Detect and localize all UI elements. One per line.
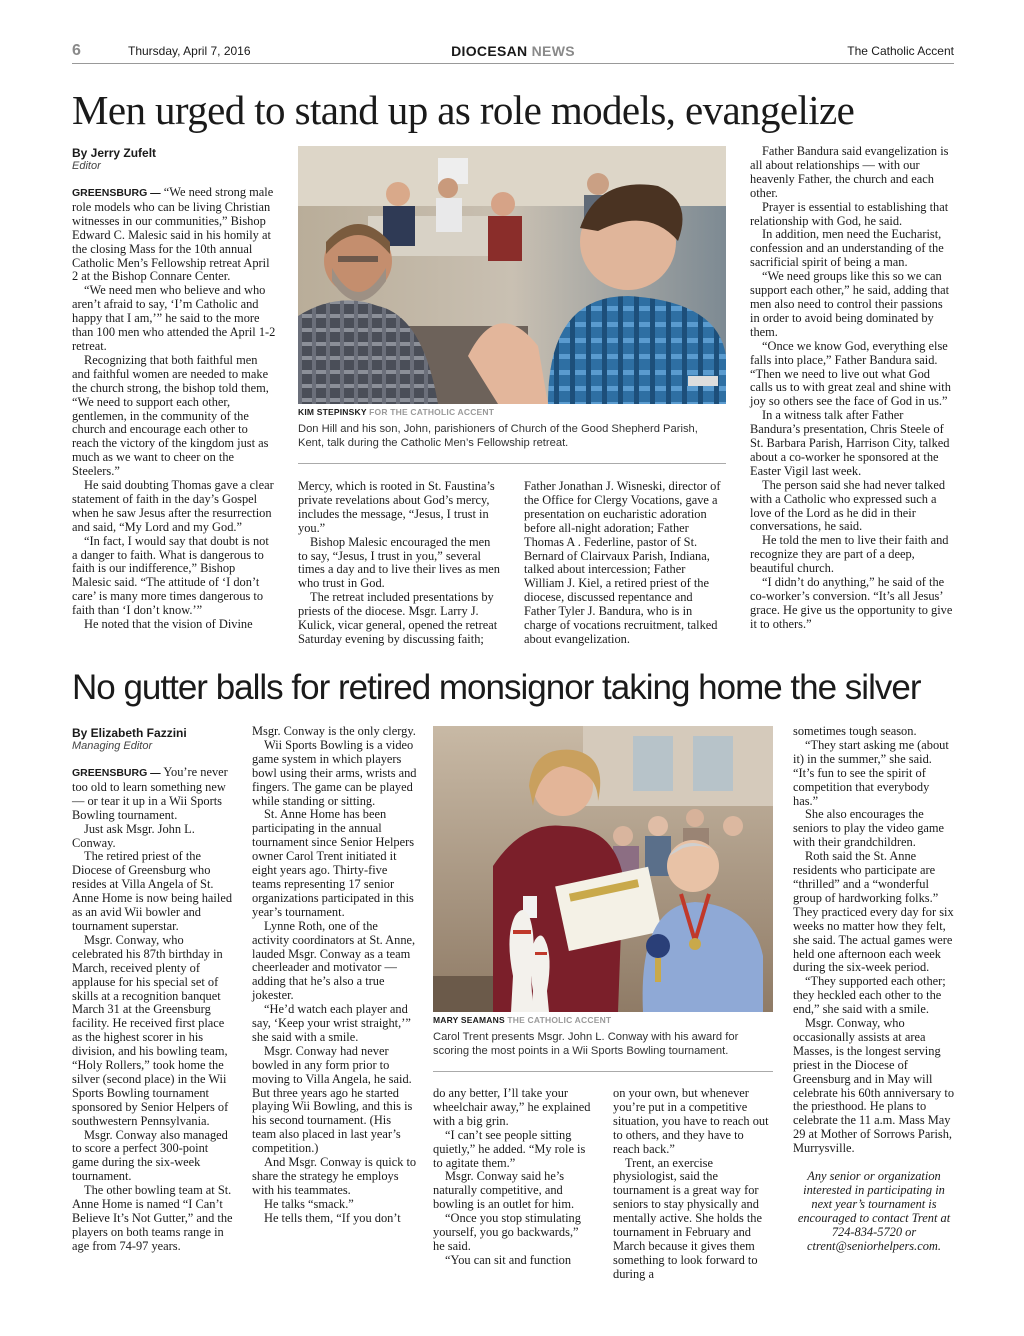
paragraph: Msgr. Conway, who celebrated his 87th birthday in March, received plenty of applause for his special set of skills at a recognition banquet March 31 at the Greensburg facility. He received first place as the highest scorer in his division, and his bowling team, “Holy Rollers,” took home the silver (second place) in the Wii Sports Bowling tournament sponsored by Senior Helpers of southwestern Pennsylvania. (72, 932, 229, 1128)
paragraph: GREENSBURG — “We need strong male role models who can be living Christian witnesses in our communities,” Bishop Edward C. Malesic said in his homily at the closing Mass for the 10th annual Catholic Men’s Fellowship retreat April 2 at the Bishop Connare Center. (72, 185, 274, 284)
paragraph: “I can’t see people sitting quietly,” he added. “My role is to agitate them.” (433, 1127, 586, 1170)
paragraph: Msgr. Conway is the only clergy. (252, 724, 416, 738)
paragraph: “He’d watch each player and say, ‘Keep your wrist straight,’” she said with a smile. (252, 1002, 411, 1044)
paragraph: The person said she had never talked with a Catholic who expressed such a love of the Lord as he did in their conversations, he said. (750, 477, 946, 534)
paragraph: And Msgr. Conway is quick to share the strategy he employs with his teammates. (252, 1155, 417, 1197)
caption-divider (433, 1071, 773, 1072)
article1-dateline: GREENSBURG — (72, 187, 161, 199)
paragraph: do any better, I’ll take your wheelchair away,” he explained with a big grin. (433, 1086, 591, 1128)
paragraph: “We need groups like this so we can support each other,” he said, adding that men also need to control their passions in order to avoid being dominated by them. (750, 269, 950, 339)
article1-photo (298, 146, 726, 404)
caption-divider (298, 463, 726, 464)
masthead (72, 42, 954, 64)
paragraph: He told the men to live their faith and recognize they are part of a deep, beautiful church. (750, 533, 949, 576)
paragraph: “You can sit and function (445, 1252, 572, 1267)
paragraph: The other bowling team at St. Anne Home is named “I Can’t Believe It’s Not Gutter,” and the players on both teams range in age from 74-97 years. (72, 1183, 233, 1253)
paragraph: Msgr. Conway, who occasionally assists at area Masses, is the longest serving priest in the Diocese of Greensburg and in May will celebrate his 60th anniversary to the priesthood. He plans to celebrate the 11 a.m. Mass May 29 at Mother of Sorrows Parish, Murrysville. (793, 1016, 955, 1156)
paragraph: Recognizing that both faithful men and faithful women are needed to make the church strong, the bishop told them, “We need to support each other, gentlemen, in the community of the church and encourage each other to reach the victory of the kingdom just as much as we want to cheer on the Steelers.” (72, 352, 269, 479)
paragraph: St. Anne Home has been participating in the annual tournament since Senior Helpers owner Carol Trent initiated it eight years ago. Thirty-five teams representing 17 senior organizations participated in this year’s tournament. (252, 807, 415, 919)
paragraph: “In fact, I would say that doubt is not a danger to faith. What is dangerous to faith is our indifference,” Bishop Malesic said. “The attitude of ‘I don’t care’ is many more times dangerous to faith than ‘I don’t know.’” (72, 533, 269, 618)
paragraph: The retired priest of the Diocese of Greensburg who resides at Villa Angela of St. Anne Home is now being hailed as an avid Wii bowler and tournament superstar. (72, 849, 233, 933)
paragraph: He talks “smack.” (264, 1196, 354, 1211)
paragraph: Father Bandura said evangelization is all about relationships — with our heavenly Father, the church and each other. (750, 144, 949, 200)
paragraph: Mercy, which is rooted in St. Faustina’s private revelations about God’s mercy, includes the message, “Jesus, I trust in you.” (298, 479, 495, 535)
article2-headline: No gutter balls for retired monsignor taking home the silver (72, 668, 921, 707)
paragraph: In addition, men need the Eucharist, confession and an understanding of the sacrificial spirit of being a man. (750, 227, 944, 270)
article2-column-2 (252, 725, 417, 1226)
page-number: 6 (72, 42, 81, 59)
section-title-part2: NEWS (531, 43, 575, 59)
article1-photo-credit-org: FOR THE CATHOLIC ACCENT (369, 407, 495, 417)
article2-photo (433, 726, 773, 1012)
article1-byline (72, 146, 156, 173)
article2-column-4 (613, 1087, 773, 1282)
paragraph: sometimes tough season. (793, 724, 917, 738)
article2-photo-credit (433, 1015, 611, 1025)
paragraph: Msgr. Conway also managed to score a perfect 300-point game during the six-week tournament. (72, 1127, 228, 1184)
contact-note: Any senior or organization interested in participating in next year’s tournament is encouraged to contact Trent at 724-834-5720 or ctrent@seniorhelpers.com. (797, 1169, 951, 1253)
paragraph: The retreat included presentations by priests of the diocese. Msgr. Larry J. Kulick, vicar general, opened the retreat Saturday evening by discussing faith; (298, 590, 498, 646)
paragraph: “They supported each other; they heckled each other to the end,” she said with a smile. (793, 974, 946, 1017)
article1-headline: Men urged to stand up as role models, evangelize (72, 87, 855, 133)
paragraph: Wii Sports Bowling is a video game system in which players bowl using their arms, wrists and fingers. The game can be played while standing or sitting. (252, 737, 417, 808)
paragraph: “Once we know God, everything else falls into place,” Father Bandura said. “Then we need to live out what God calls us to with great zeal and shine with joy so others see the face of God in us.” (750, 338, 951, 409)
paragraph: In a witness talk after Father Bandura’s presentation, Chris Steele of St. Barbara Parish, Harrison City, talked about a co-worker he sponsored at the Easter Vigil last week. (750, 408, 950, 478)
paragraph: Msgr. Conway said he’s naturally competitive, and bowling is an outlet for him. (433, 1169, 575, 1212)
article1-column-2 (298, 480, 503, 647)
paragraph: Prayer is essential to establishing that relationship with God, he said. (750, 199, 949, 228)
article2-column-5 (793, 725, 955, 1254)
paragraph: Trent, an exercise physiologist, said the tournament is a great way for seniors to stay physically and mentally active. She holds the tournament in February and March because it gives them something to look forward to during a (613, 1155, 762, 1281)
paragraph: “I didn’t do anything,” he said of the co-worker’s conversion. “It’s all Jesus’ grace. He give us the opportunity to give it to others.” (750, 575, 953, 631)
article1-column-4 (750, 145, 955, 632)
article1-column-1 (72, 186, 277, 632)
article1-photo-credit-name: KIM STEPINSKY (298, 407, 367, 417)
paragraph: on your own, but whenever you’re put in a competitive situation, you have to reach out to others, and they have to reach back.” (613, 1086, 769, 1156)
paragraph: Just ask Msgr. John L. Conway. (72, 821, 195, 850)
paragraph: Bishop Malesic encouraged the men to say, “Jesus, I trust in you,” several times a day and to live their lives as men who trust in God. (298, 534, 500, 591)
issue-date: Thursday, April 7, 2016 (128, 44, 251, 58)
article2-photo-credit-name: MARY SEAMANS (433, 1015, 505, 1025)
article1-byline-name: By Jerry Zufelt (72, 146, 157, 160)
article2-photo-caption: Carol Trent presents Msgr. John L. Conway with his award for scoring the most points in a Wii Sports Bowling tournament. (433, 1031, 739, 1057)
paragraph: GREENSBURG — You’re never too old to learn something new — or tear it up in a Wii Sports Bowling tournament. (72, 765, 228, 822)
article1-photo-caption: Don Hill and his son, John, parishioners of Church of the Good Shepherd Parish, Kent, talk during the Catholic Men’s Fellowship retreat. (298, 423, 698, 449)
article2-column-1 (72, 766, 237, 1254)
section-title-part1: DIOCESAN (451, 43, 528, 59)
article1-column-3 (524, 480, 726, 647)
paragraph: She also encourages the seniors to play the video game with their grandchildren. (793, 807, 945, 850)
article2-dateline: GREENSBURG — (72, 767, 161, 779)
paragraph: Msgr. Conway had never bowled in any form prior to moving to Villa Angela, he said. But three years ago he started playing Wii Bowling, and this is his second tournament. (His team also placed in last year’s competition.) (252, 1043, 413, 1156)
article2-byline-name: By Elizabeth Fazzini (72, 726, 187, 740)
paragraph: Roth said the St. Anne residents who participate are “thrilled” and a “wonderful group of hardworking folks.” They practiced every day for six weeks no matter how they felt, she said. The actual games were held one afternoon each week during the six-week period. (793, 849, 954, 975)
paragraph: Lynne Roth, one of the activity coordinators at St. Anne, lauded Msgr. Conway as a team cheerleader and motivator — adding that he’s also a true jokester. (252, 918, 416, 1003)
article2-photo-credit-org: THE CATHOLIC ACCENT (507, 1015, 612, 1025)
article2-byline-role: Managing Editor (72, 740, 153, 752)
paper-name: The Catholic Accent (847, 44, 954, 58)
paragraph: Father Jonathan J. Wisneski, director of the Office for Clergy Vocations, gave a presentation on eucharistic adoration before all-night adoration; Father Thomas A . Federline, pastor of St. Bernard of Clairvaux Parish, Indiana, talked about intercession; Father William J. Kiel, a retired priest of the diocese, discussed repentance and Father Tyler J. Bandura, who is in charge of vocations recruitment, talked about evangelization. (524, 479, 721, 646)
article2-column-3 (433, 1087, 593, 1268)
paragraph: “We need men who believe and who aren’t afraid to say, ‘I’m Catholic and happy that I am,’” he said to the more than 100 men who attended the April 1-2 retreat. (72, 283, 276, 353)
section-title (72, 43, 954, 59)
article1-byline-role: Editor (72, 160, 101, 172)
paragraph: “They start asking me (about it) in the summer,” she said. “It’s fun to see the spirit of competition that everybody has.” (793, 737, 949, 808)
article2-byline (72, 726, 187, 753)
paragraph: “Once you stop stimulating yourself, you go backwards,” he said. (433, 1211, 581, 1253)
article1-photo-credit (298, 407, 494, 417)
paragraph: He tells them, “If you don’t (264, 1210, 401, 1225)
paragraph: He said doubting Thomas gave a clear statement of faith in the day’s Gospel when he saw Jesus after the resurrection and said, “My Lord and my God.” (72, 478, 274, 534)
paragraph: He noted that the vision of Divine (84, 617, 253, 632)
